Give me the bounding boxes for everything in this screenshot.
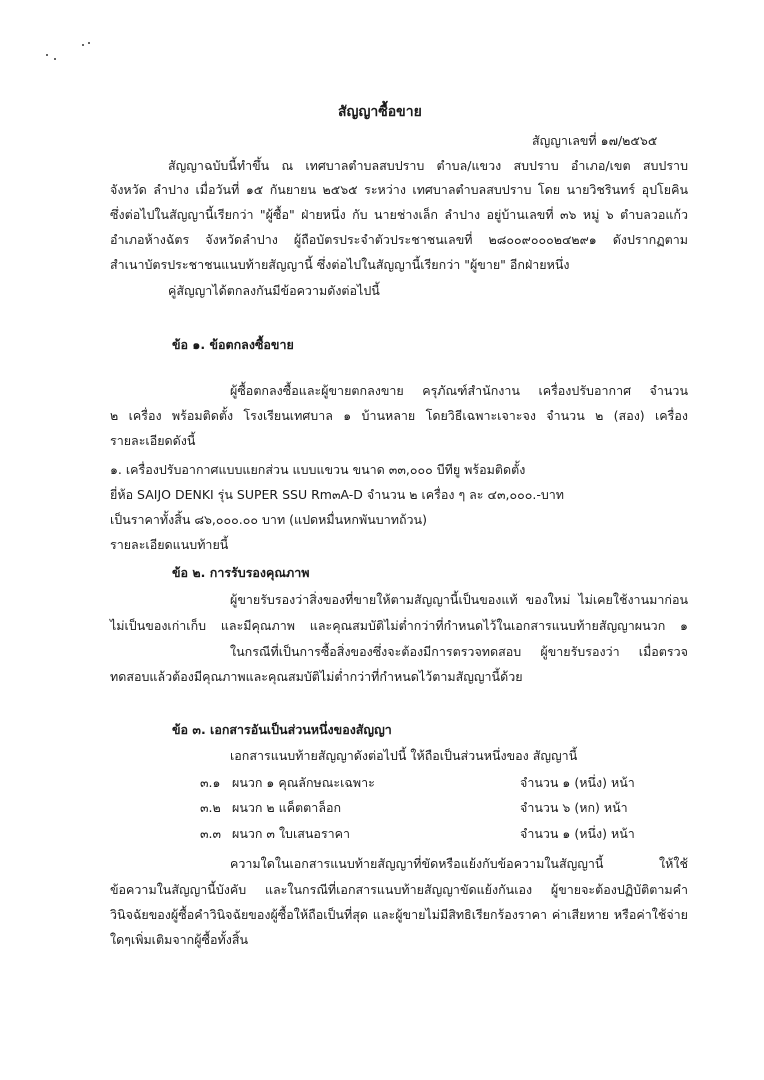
section-line: ความใดในเอกสารแนบท้ายสัญญาที่ขัดหรือแย้งกับข้อความในสัญญานี้ ให้ใช้ — [230, 856, 688, 871]
annex-name: ผนวก ๓ ใบเสนอราคา — [232, 826, 351, 841]
section-lead: เอกสารแนบท้ายสัญญาดังต่อไปนี้ ให้ถือเป็นส่วนหนึ่งของ สัญญานี้ — [230, 748, 578, 763]
section-line: ๒ เครื่อง พร้อมติดตั้ง โรงเรียนเทศบาล ๑ บ้านหลาย โดยวิธีเฉพาะเจาะจง จำนวน ๒ (สอง) เครื่อง — [110, 408, 688, 423]
section-line: วินิจฉัยของผู้ซื้อคำวินิจฉัยของผู้ซื้อให้ถือเป็นที่สุด และผู้ขายไม่มีสิทธิเรียกร้องราคา ค่าเสียหาย หรือค่าใช้จ่าย — [110, 907, 688, 922]
scan-speck — [54, 58, 56, 60]
document-title: สัญญาซื้อขาย — [338, 104, 422, 120]
section-line: ข้อความในสัญญานี้บังคับ และในกรณีที่เอกสารแนบท้ายสัญญาขัดแย้งกันเอง ผู้ขายจะต้องปฏิบัติตามคำ — [110, 882, 688, 897]
section-heading: ข้อ ๓. เอกสารอันเป็นส่วนหนึ่งของสัญญา — [172, 722, 392, 737]
intro-line: คู่สัญญาได้ตกลงกันมีข้อความดังต่อไปนี้ — [168, 283, 380, 298]
annex-number: ๓.๒ — [200, 800, 221, 815]
annex-name: ผนวก ๒ แค็ตตาล็อก — [232, 800, 342, 815]
intro-line: อำเภอห้างฉัตร จังหวัดลำปาง ผู้ถือบัตรประจำตัวประชาชนเลขที่ ๒๘๐๐๙๐๐๐๒๔๒๙๑ ดังปรากฏตาม — [110, 232, 688, 247]
intro-line: ซึ่งต่อไปในสัญญานี้เรียกว่า "ผู้ซื้อ" ฝ่ายหนึ่ง กับ นายช่างเล็ก ลำปาง อยู่บ้านเลขที่ ๓๖ หมู่ ๖ ตำบลวอแก้ว — [110, 207, 688, 222]
annex-number: ๓.๑ — [200, 775, 221, 790]
section-line: ทดสอบแล้วต้องมีคุณภาพและคุณสมบัติไม่ต่ำกว่าที่กำหนดไว้ตามสัญญานี้ด้วย — [110, 669, 523, 684]
section-heading: ข้อ ๑. ข้อตกลงซื้อขาย — [172, 337, 294, 352]
scan-speck — [82, 44, 84, 46]
section-line: ผู้ซื้อตกลงซื้อและผู้ขายตกลงขาย ครุภัณฑ์สำนักงาน เครื่องปรับอากาศ จำนวน — [230, 383, 688, 398]
section-line: ผู้ขายรับรองว่าสิ่งของที่ขายให้ตามสัญญานี้เป็นของแท้ ของใหม่ ไม่เคยใช้งานมาก่อน — [230, 592, 688, 607]
section-line: ไม่เป็นของเก่าเก็บ และมีคุณภาพ และคุณสมบัติไม่ต่ำกว่าที่กำหนดไว้ในเอกสารแนบท้ายสัญญาผนวก ๑ — [110, 618, 688, 633]
section-line: ยี่ห้อ SAIJO DENKI รุ่น SUPER SSU Rm๓A-D จำนวน ๒ เครื่อง ๆ ละ ๔๓,๐๐๐.-บาท — [110, 487, 565, 502]
section-line: เป็นราคาทั้งสิ้น ๘๖,๐๐๐.๐๐ บาท (แปดหมื่นหกพันบาทถ้วน) — [110, 512, 427, 527]
section-line: ๑. เครื่องปรับอากาศแบบแยกส่วน แบบแขวน ขนาด ๓๓,๐๐๐ บีทียู พร้อมติดตั้ง — [110, 462, 526, 477]
annex-pages: จำนวน ๑ (หนึ่ง) หน้า — [520, 826, 635, 841]
contract-number: สัญญาเลขที่ ๑๗/๒๕๖๕ — [532, 133, 658, 148]
section-heading: ข้อ ๒. การรับรองคุณภาพ — [172, 565, 310, 580]
intro-line: จังหวัด ลำปาง เมื่อวันที่ ๑๕ กันยายน ๒๕๖๕ ระหว่าง เทศบาลตำบลสบปราบ โดย นายวิชรินทร์ อุปโยคิน — [110, 182, 688, 197]
annex-number: ๓.๓ — [200, 826, 222, 841]
section-line: รายละเอียดแนบท้ายนี้ — [110, 537, 229, 552]
annex-name: ผนวก ๑ คุณลักษณะเฉพาะ — [232, 775, 375, 790]
intro-line: สัญญาฉบับนี้ทำขึ้น ณ เทศบาลตำบลสบปราบ ตำบล/แขวง สบปราบ อำเภอ/เขต สบปราบ — [168, 158, 688, 173]
section-line: ใดๆเพิ่มเติมจากผู้ซื้อทั้งสิ้น — [110, 932, 249, 947]
intro-line: สำเนาบัตรประชาชนแนบท้ายสัญญานี้ ซึ่งต่อไปในสัญญานี้เรียกว่า "ผู้ขาย" อีกฝ่ายหนึ่ง — [110, 257, 570, 272]
section-line: รายละเอียดดังนี้ — [110, 433, 196, 448]
annex-pages: จำนวน ๖ (หก) หน้า — [520, 800, 628, 815]
scan-speck — [46, 54, 48, 56]
annex-pages: จำนวน ๑ (หนึ่ง) หน้า — [520, 775, 635, 790]
section-line: ในกรณีที่เป็นการซื้อสิ่งของซึ่งจะต้องมีการตรวจทดสอบ ผู้ขายรับรองว่า เมื่อตรวจ — [230, 644, 688, 659]
scan-speck — [88, 42, 90, 44]
